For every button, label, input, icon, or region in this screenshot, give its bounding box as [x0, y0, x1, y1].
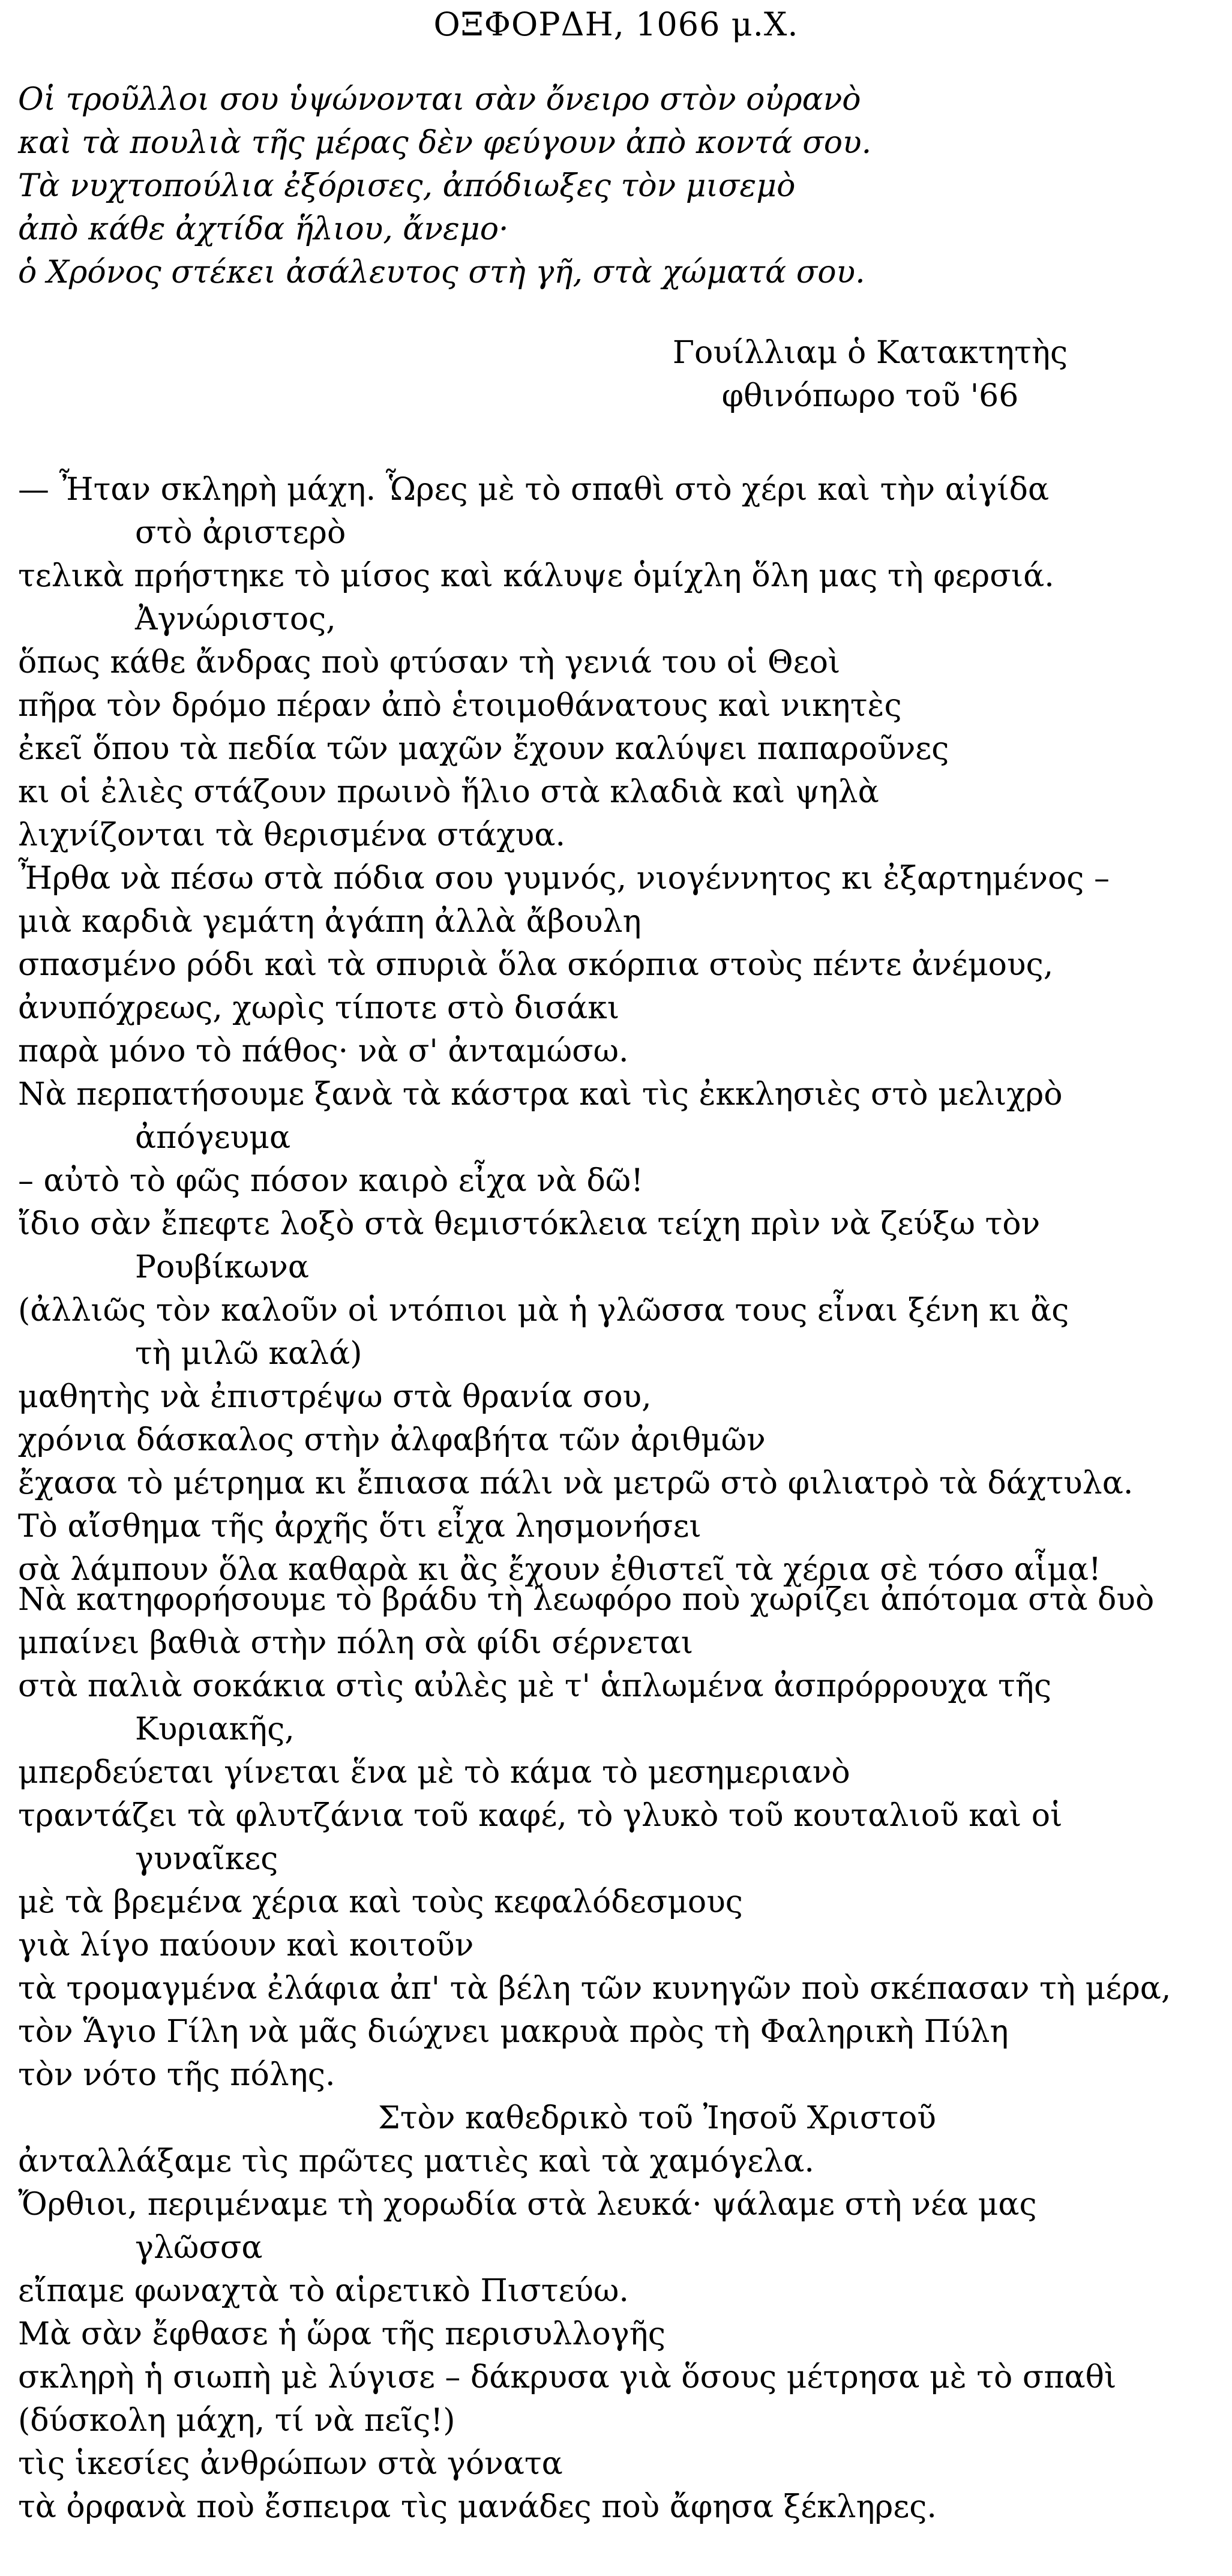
- epigraph-author: Γουίλλιαμ ὁ Κατακτητὴς: [672, 335, 1068, 371]
- poem-line: ἔχασα τὸ μέτρημα κι ἔπιασα πάλι νὰ μετρῶ στὸ φιλιατρὸ τὰ δάχτυλα.: [18, 1465, 1134, 1501]
- poem-line: Ὄρθιοι, περιμέναμε τὴ χορωδία στὰ λευκά· ψάλαμε στὴ νέα μας: [18, 2187, 1037, 2223]
- poem-line: εἴπαμε φωναχτὰ τὸ αἱρετικὸ Πιστεύω.: [18, 2273, 629, 2309]
- poem-line: Νὰ περπατήσουμε ξανὰ τὰ κάστρα καὶ τὶς ἐκκλησιὲς στὸ μελιχρὸ: [18, 1076, 1063, 1112]
- poem-line: σπασμένο ρόδι καὶ τὰ σπυριὰ ὅλα σκόρπια στοὺς πέντε ἀνέμους,: [18, 947, 1054, 983]
- intro-line: καὶ τὰ πουλιὰ τῆς μέρας δὲν φεύγουν ἀπὸ κοντά σου.: [18, 125, 872, 161]
- poem-line: ἐκεῖ ὅπου τὰ πεδία τῶν μαχῶν ἔχουν καλύψει παπαροῦνες: [18, 731, 949, 767]
- poem-line: τελικὰ πρήστηκε τὸ μίσος καὶ κάλυψε ὁμίχλη ὅλη μας τὴ φερσιά.: [18, 558, 1054, 594]
- poem-line: Νὰ κατηφορήσουμε τὸ βράδυ τὴ λεωφόρο ποὺ χωρίζει ἀπότομα στὰ δυὸ: [18, 1582, 1155, 1618]
- poem-line: (δύσκολη μάχη, τί νὰ πεῖς!): [18, 2403, 455, 2439]
- poem-line: μὲ τὰ βρεμένα χέρια καὶ τοὺς κεφαλόδεσμους: [18, 1884, 743, 1920]
- poem-line: ἀπόγευμα: [135, 1120, 291, 1156]
- epigraph: [630, 331, 1110, 418]
- poem-line: σὰ λάμπουν ὅλα καθαρὰ κι ἂς ἔχουν ἐθιστεῖ τὰ χέρια σὲ τόσο αἷμα!: [18, 1552, 1101, 1588]
- poem-line: τὸν Ἅγιο Γίλη νὰ μᾶς διώχνει μακρυὰ πρὸς τὴ Φαληρικὴ Πύλη: [18, 2014, 1009, 2050]
- stanza-one: [18, 468, 1218, 1591]
- poem-title: ΟΞΦΟΡΔΗ, 1066 μ.Χ.: [433, 5, 799, 43]
- intro-stanza: [18, 78, 1218, 294]
- stanza-two: [18, 1578, 1218, 2529]
- poem-line: ἀνυπόχρεως, χωρὶς τίποτε στὸ δισάκι: [18, 990, 620, 1026]
- intro-line: Τὰ νυχτοπούλια ἐξόρισες, ἀπόδιωξες τὸν μισεμὸ: [18, 168, 796, 204]
- poem-line: Τὸ αἴσθημα τῆς ἀρχῆς ὅτι εἶχα λησμονήσει: [18, 1509, 702, 1545]
- poem-line: τὶς ἱκεσίες ἀνθρώπων στὰ γόνατα: [18, 2446, 563, 2482]
- poem-line: τὴ μιλῶ καλά): [135, 1336, 362, 1372]
- poem-line: μπαίνει βαθιὰ στὴν πόλη σὰ φίδι σέρνεται: [18, 1625, 694, 1661]
- epigraph-date: φθινόπωρο τοῦ '66: [721, 378, 1019, 414]
- poem-line: ὅπως κάθε ἄνδρας ποὺ φτύσαν τὴ γενιά του οἱ Θεοὶ: [18, 644, 841, 680]
- poem-line: τὸν νότο τῆς πόλης.: [18, 2057, 335, 2093]
- poem-line: πῆρα τὸν δρόμο πέραν ἀπὸ ἑτοιμοθάνατους καὶ νικητὲς: [18, 688, 902, 724]
- intro-line: Οἱ τροῦλλοι σου ὑψώνονται σὰν ὄνειρο στὸν οὐρανὸ: [18, 82, 861, 118]
- poem-line: τὰ ὀρφανὰ ποὺ ἔσπειρα τὶς μανάδες ποὺ ἄφησα ξέκληρες.: [18, 2489, 937, 2525]
- poem-line: — Ἦταν σκληρὴ μάχη. Ὧρες μὲ τὸ σπαθὶ στὸ χέρι καὶ τὴν αἰγίδα: [18, 472, 1050, 508]
- poem-line: γλῶσσα: [135, 2230, 263, 2266]
- poem-line: Μὰ σὰν ἔφθασε ἡ ὥρα τῆς περισυλλογῆς: [18, 2316, 666, 2352]
- poem-line: ἀνταλλάξαμε τὶς πρῶτες ματιὲς καὶ τὰ χαμόγελα.: [18, 2143, 814, 2179]
- poem-line: – αὐτὸ τὸ φῶς πόσον καιρὸ εἶχα νὰ δῶ!: [18, 1163, 644, 1199]
- poem-line: μπερδεύεται γίνεται ἕνα μὲ τὸ κάμα τὸ μεσημεριανὸ: [18, 1755, 850, 1791]
- poem-line: στὸ ἀριστερὸ: [135, 515, 346, 551]
- poem-line: μιὰ καρδιὰ γεμάτη ἀγάπη ἀλλὰ ἄβουλη: [18, 904, 642, 940]
- poem-line: παρὰ μόνο τὸ πάθος· νὰ σ' ἀνταμώσω.: [18, 1033, 629, 1069]
- poem-line: Κυριακῆς,: [135, 1711, 295, 1747]
- poem-line: γιὰ λίγο παύουν καὶ κοιτοῦν: [18, 1927, 474, 1963]
- poem-line: (ἀλλιῶς τὸν καλοῦν οἱ ντόπιοι μὰ ἡ γλῶσσα τους εἶναι ξένη κι ἂς: [18, 1293, 1069, 1329]
- intro-line: ὁ Χρόνος στέκει ἀσάλευτος στὴ γῆ, στὰ χώματά σου.: [18, 254, 865, 290]
- poem-line: τὰ τρομαγμένα ἐλάφια ἀπ' τὰ βέλη τῶν κυνηγῶν ποὺ σκέπασαν τὴ μέρα,: [18, 1971, 1171, 2007]
- poem-line: Ἀγνώριστος,: [135, 601, 336, 637]
- intro-line: ἀπὸ κάθε ἀχτίδα ἥλιου, ἄνεμο·: [18, 211, 509, 247]
- poem-line: λιχνίζονται τὰ θερισμένα στάχυα.: [18, 817, 566, 853]
- poem-line: Ρουβίκωνα: [135, 1249, 309, 1285]
- poem-line: χρόνια δάσκαλος στὴν ἀλφαβήτα τῶν ἀριθμῶν: [18, 1422, 766, 1458]
- poem-line: μαθητὴς νὰ ἐπιστρέψω στὰ θρανία σου,: [18, 1379, 652, 1415]
- poem-line: ἴδιο σὰν ἔπεφτε λοξὸ στὰ θεμιστόκλεια τείχη πρὶν νὰ ζεύξω τὸν: [18, 1206, 1041, 1242]
- poem-line: στὰ παλιὰ σοκάκια στὶς αὐλὲς μὲ τ' ἁπλωμένα ἀσπρόρρουχα τῆς: [18, 1668, 1052, 1704]
- poem-line: Ἦρθα νὰ πέσω στὰ πόδια σου γυμνός, νιογέννητος κι ἐξαρτημένος –: [18, 860, 1110, 896]
- poem-line: Στὸν καθεδρικὸ τοῦ Ἰησοῦ Χριστοῦ: [378, 2100, 937, 2136]
- poem-line: τραντάζει τὰ φλυτζάνια τοῦ καφέ, τὸ γλυκὸ τοῦ κουταλιοῦ καὶ οἱ: [18, 1798, 1063, 1834]
- poem-line: κι οἱ ἐλιὲς στάζουν πρωινὸ ἥλιο στὰ κλαδιὰ καὶ ψηλὰ: [18, 774, 879, 810]
- poem-line: γυναῖκες: [135, 1841, 278, 1877]
- poem-line: σκληρὴ ἡ σιωπὴ μὲ λύγισε – δάκρυσα γιὰ ὅσους μέτρησα μὲ τὸ σπαθὶ: [18, 2359, 1117, 2395]
